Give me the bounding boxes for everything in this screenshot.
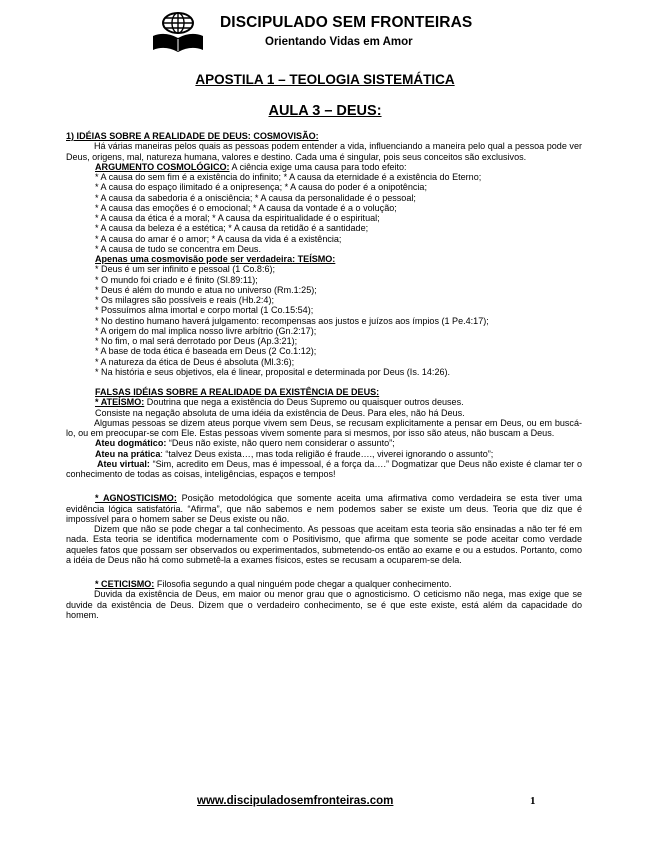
paragraph: Consiste na negação absoluta de uma idéia da existência de Deus. Para eles, não há Deus.: [95, 407, 465, 418]
list-item: * A causa do espaço ilimitado é a onipresença; * A causa do poder é a onipotência;: [95, 182, 427, 193]
virtual-atheist-label: Ateu virtual:: [97, 458, 150, 469]
paragraph: Algumas pessoas se dizem ateus porque vivem sem Deus, se recusam explicitamente a pensar em Deus, ou em buscá-lo, ou em preocupar-se com Ele. Estas pessoas vivem somente para si mesmos, por isso são ateus, não buscam a Deus.: [66, 417, 582, 438]
list-item: * A causa da beleza é a estética; * A causa da retidão é a santidade;: [95, 223, 369, 234]
cosmological-argument-text: A ciência exige uma causa para todo efeito:: [229, 161, 407, 172]
organization-subtitle: Orientando Vidas em Amor: [265, 36, 413, 48]
website-link[interactable]: www.discipuladosemfronteiras.com: [197, 795, 394, 807]
atheism-text: Doutrina que nega a existência do Deus Supremo ou quaisquer outros deuses.: [144, 397, 464, 408]
virtual-atheist: [66, 459, 582, 480]
atheism-label: * ATEÍSMO:: [95, 397, 145, 408]
dogmatic-atheist-text: “Deus não existe, não quero nem considerar o assunto”;: [166, 438, 395, 449]
list-item: * Possuímos alma imortal e corpo mortal (1 Co.15:54);: [95, 305, 314, 316]
theism-heading: Apenas uma cosmovisão pode ser verdadeira: TEÍSMO:: [95, 254, 336, 264]
list-item: * No destino humano haverá julgamento: recompensas aos justos e juízos aos ímpios (1 Pe.4:17);: [95, 315, 489, 326]
list-item: * A base de toda ética é baseada em Deus (2 Co.1:12);: [95, 346, 317, 357]
cosmological-list: [66, 172, 582, 254]
list-item: * A natureza da ética de Deus é absoluta (Ml.3:6);: [95, 356, 295, 367]
lesson-content: [66, 131, 582, 620]
agnosticism-label: * AGNOSTICISMO:: [95, 493, 177, 504]
list-item: * A causa do amar é o amor; * A causa da vida é a existência;: [95, 233, 342, 244]
false-ideas-heading: FALSAS IDÉIAS SOBRE A REALIDADE DA EXISTÊNCIA DE DEUS:: [95, 387, 380, 397]
list-item: * Na história e seus objetivos, ela é linear, proposital e determinada por Deus (Is. 14:26).: [95, 366, 451, 377]
dogmatic-atheist-label: Ateu dogmático:: [95, 438, 167, 449]
atheism-definition: [66, 397, 582, 407]
skepticism-text: Filosofia segundo a qual ninguém pode chegar a qualquer conhecimento.: [154, 579, 452, 589]
list-item: * Os milagres são possíveis e reais (Hb.2:4);: [95, 295, 274, 305]
skepticism-definition: [66, 579, 582, 589]
cosmological-argument-label: ARGUMENTO COSMOLÓGICO:: [95, 161, 230, 172]
agnosticism-text: Posição metodológica que somente aceita uma afirmativa como verdadeira se esta tiver uma evidência lógica satisfatória. “Afirma”, que não sabemos e nem podemos saber se existe um deus. Teoria que diz que é impossível para o homem saber se Deus existe ou não.: [66, 493, 582, 524]
list-item: * A causa de tudo se concentra em Deus.: [95, 243, 261, 254]
paragraph: Há várias maneiras pelos quais as pessoas podem entender a vida, influenciando a maneira pelo qual a pessoa pode ver Deus, origens, mal, natureza humana, valores e destino. Cada uma é singular, pois seus conceitos são exclusivos.: [66, 141, 582, 162]
agnosticism-definition: [66, 493, 582, 524]
skepticism-label: * CETICISMO:: [95, 579, 155, 589]
paragraph: Dizem que não se pode chegar a tal conhecimento. As pessoas que aceitam esta teoria são ensinadas a não ter fé em nada. Esta teoria se identifica modernamente com o Positivismo, que afirma que somente se pode aceitar como verdade aqueles fatos que possam ser observados ou experimentados, submetendo-os então ao exame e ou a estudos. Portanto, como a idéia de Deus não há como submetê-la a exames físicos, estes se recusam a ocuparem-se dela.: [66, 524, 582, 565]
list-item: * O mundo foi criado e é finito (Sl.89:11);: [95, 274, 258, 285]
organization-title: DISCIPULADO SEM FRONTEIRAS: [220, 14, 473, 31]
dogmatic-atheist: [66, 438, 582, 448]
list-item: * Deus é um ser infinito e pessoal (1 Co.8:6);: [95, 264, 276, 275]
list-item: * Deus é além do mundo e atua no universo (Rm.1:25);: [95, 284, 317, 295]
list-item: * A causa da ética é a moral; * A causa da espiritualidade é o espiritual;: [95, 213, 380, 223]
section-heading: 1) IDÉIAS SOBRE A REALIDADE DE DEUS: COSMOVISÃO:: [66, 131, 319, 141]
list-item: * A causa das emoções é o emocional; * A causa da vontade é a o volução;: [95, 202, 397, 213]
page-number: 1: [530, 795, 536, 807]
lesson-title: AULA 3 – DEUS:: [268, 103, 382, 119]
paragraph: Duvida da existência de Deus, em maior ou menor grau que o agnosticismo. O ceticismo não nega, mas exige que se duvide da existência de Deus. Dizem que o verdadeiro conhecimento, se é que este existe, está além da capacidade do homem.: [66, 589, 582, 620]
list-item: * A origem do mal implica nosso livre arbítrio (Gn.2:17);: [95, 325, 317, 336]
theism-list: [66, 264, 582, 377]
list-item: * No fim, o mal será derrotado por Deus (Ap.3:21);: [95, 336, 298, 346]
globe-and-book-icon: [150, 10, 206, 54]
list-item: * A causa da sabedoria é a onisciência; * A causa da personalidade é o pessoal;: [95, 192, 416, 203]
list-item: * A causa do sem fim é a existência do infinito; * A causa da eternidade é a existência do Eterno;: [95, 172, 482, 182]
practical-atheist-label: Ateu na prática: [95, 448, 161, 459]
practical-atheist-text: : “talvez Deus exista…, mas toda religião é fraude…., viverei ignorando o assunto”;: [160, 448, 494, 459]
virtual-atheist-text: “Sim, acredito em Deus, mas é impessoal, é a força da….” Dogmatizar que Deus não existe é clamar ter o conhecimento de todas as coisas, inteligências, espaços e tempos!: [66, 458, 582, 479]
document-title: APOSTILA 1 – TEOLOGIA SISTEMÁTICA: [195, 72, 455, 87]
practical-atheist: [66, 449, 582, 459]
cosmological-argument: [66, 162, 582, 172]
